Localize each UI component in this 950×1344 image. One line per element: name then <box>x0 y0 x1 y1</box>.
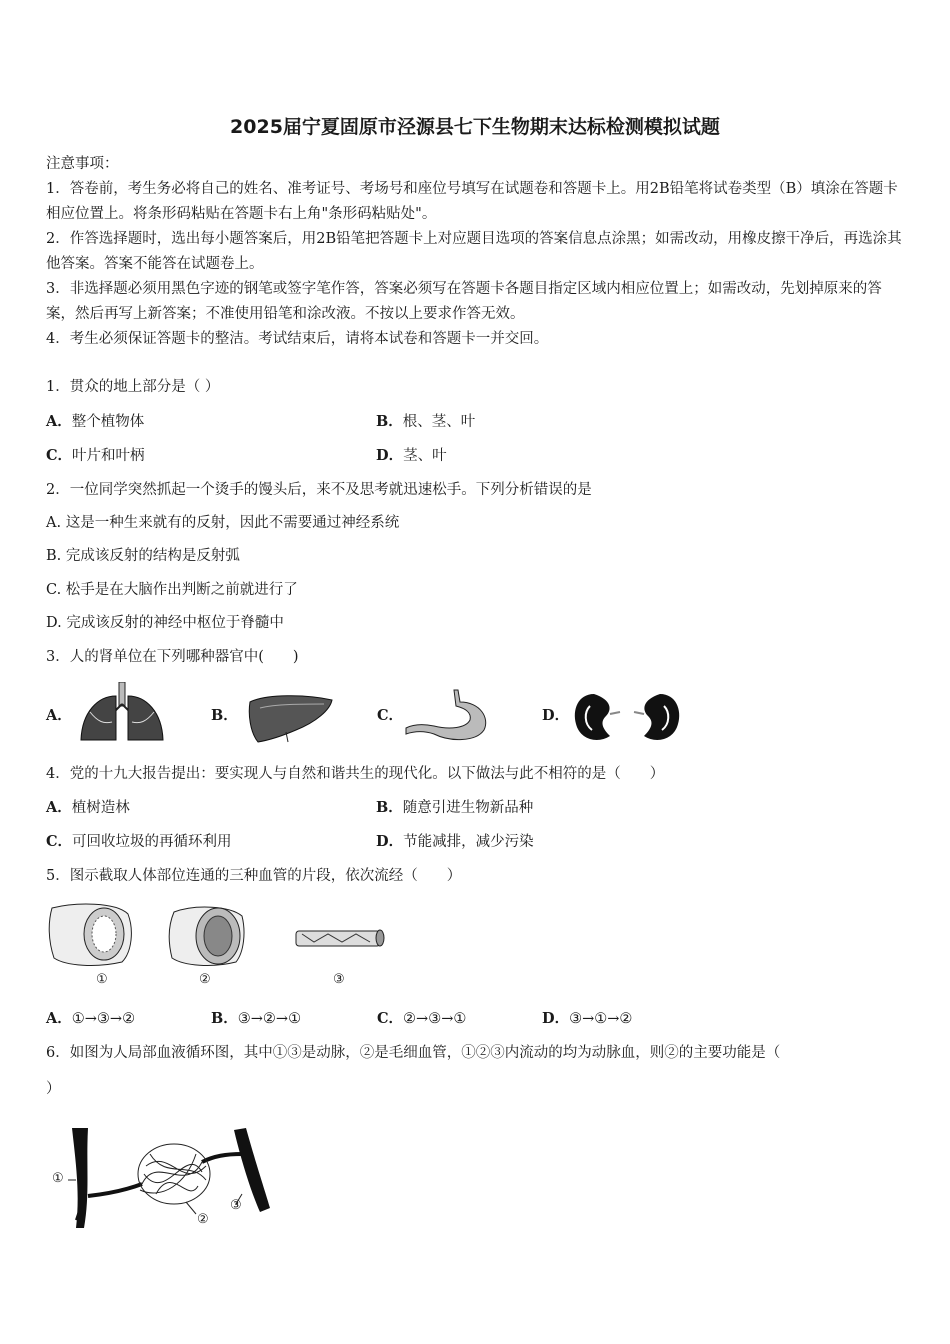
option-b[interactable]: 随意引进生物新品种 <box>402 800 534 816</box>
capillary-segment <box>294 926 386 952</box>
kidney-icon <box>572 692 682 744</box>
lungs-icon <box>78 682 166 744</box>
option-d[interactable]: D. 完成该反射的神经中枢位于脊髓中 <box>46 615 284 631</box>
option-label: A． <box>46 799 72 816</box>
option-label: C． <box>46 833 73 850</box>
option-label: B． <box>376 799 403 816</box>
option-c[interactable]: C. 松手是在大脑作出判断之前就进行了 <box>46 582 298 598</box>
artery-cross-section <box>46 900 136 970</box>
option-label: B． <box>211 1010 238 1027</box>
option-label: C． <box>377 1010 404 1027</box>
option-label: B． <box>376 413 403 430</box>
page-title: 2025届宁夏固原市泾源县七下生物期末达标检测模拟试题 <box>230 116 720 138</box>
note-item: 1．答卷前，考生务必将自己的姓名、准考证号、考场号和座位号填写在试题卷和答题卡上。用2B铅笔将试卷类型（B）填涂在答题卡相应位置上。将条形码粘贴在答题卡右上角"条形码粘贴处"。 <box>46 181 898 222</box>
option-label: D． <box>376 833 404 850</box>
note-item: 2．作答选择题时，选出每小题答案后，用2B铅笔把答题卡上对应题目选项的答案信息点涂黑；如需改动，用橡皮擦干净后，再选涂其他答案。答案不能答在试题卷上。 <box>46 231 902 272</box>
figure-label: ③ <box>230 1198 242 1213</box>
stomach-icon <box>404 688 492 744</box>
figure-label: ① <box>52 1171 64 1186</box>
note-item: 4．考生必须保证答题卡的整洁。考试结束后，请将本试卷和答题卡一并交回。 <box>46 331 549 347</box>
option-d[interactable]: 节能减排，减少污染 <box>403 834 534 850</box>
option-c[interactable]: 叶片和叶柄 <box>72 448 145 464</box>
option-c[interactable]: ②→③→① <box>403 1011 467 1027</box>
option-d[interactable]: 茎、叶 <box>403 448 447 464</box>
option-label: C． <box>46 447 73 464</box>
question-6-stem: 6．如图为人局部血液循环图，其中①③是动脉，②是毛细血管，①②③内流动的均为动脉血，则②的主要功能是（ <box>46 1045 781 1061</box>
option-d[interactable]: D． <box>542 707 570 724</box>
figure-label: ② <box>199 972 211 987</box>
question-6-stem-end: ） <box>46 1081 61 1097</box>
question-3-stem: 3．人的肾单位在下列哪种器官中( ) <box>46 649 299 665</box>
notes-heading: 注意事项： <box>46 156 119 172</box>
option-d[interactable]: ③→①→② <box>569 1011 633 1027</box>
option-c[interactable]: C． <box>377 707 404 724</box>
option-a[interactable]: ①→③→② <box>71 1011 136 1027</box>
option-b[interactable]: B. 完成该反射的结构是反射弧 <box>46 548 240 564</box>
figure-label: ① <box>96 972 108 987</box>
question-4-stem: 4．党的十九大报告提出：要实现人与自然和谐共生的现代化。以下做法与此不相符的是（ ） <box>46 766 665 782</box>
notes-section <box>46 152 906 352</box>
liver-icon <box>246 692 336 744</box>
option-c[interactable]: 可回收垃圾的再循环利用 <box>72 834 232 850</box>
question-5-stem: 5．图示截取人体部位连通的三种血管的片段，依次流经（ ） <box>46 868 462 884</box>
option-a[interactable]: 整个植物体 <box>71 414 145 430</box>
option-a[interactable]: A. 这是一种生来就有的反射，因此不需要通过神经系统 <box>46 515 400 531</box>
option-b[interactable]: ③→②→① <box>237 1011 302 1027</box>
vein-cross-section <box>166 902 248 970</box>
option-label: D． <box>542 1010 570 1027</box>
blood-circulation-diagram <box>46 1124 276 1234</box>
option-a[interactable]: 植树造林 <box>71 800 130 816</box>
question-2-stem: 2．一位同学突然抓起一个烫手的馒头后，来不及思考就迅速松手。下列分析错误的是 <box>46 482 592 498</box>
option-b[interactable]: 根、茎、叶 <box>402 414 476 430</box>
question-1-stem: 1．贯众的地上部分是（ ） <box>46 379 220 395</box>
note-item: 3．非选择题必须用黑色字迹的钢笔或签字笔作答，答案必须写在答题卡各题目指定区域内相应位置上；如需改动，先划掉原来的答案，然后再写上新答案；不准使用铅笔和涂改液。不按以上要求作答无效。 <box>46 281 882 322</box>
figure-label: ② <box>197 1212 209 1227</box>
figure-label: ③ <box>333 972 345 987</box>
option-label: A． <box>46 1010 72 1027</box>
option-a[interactable]: A． <box>46 707 72 724</box>
option-b[interactable]: B． <box>211 707 238 724</box>
option-label: D． <box>376 447 404 464</box>
option-label: A． <box>46 413 72 430</box>
